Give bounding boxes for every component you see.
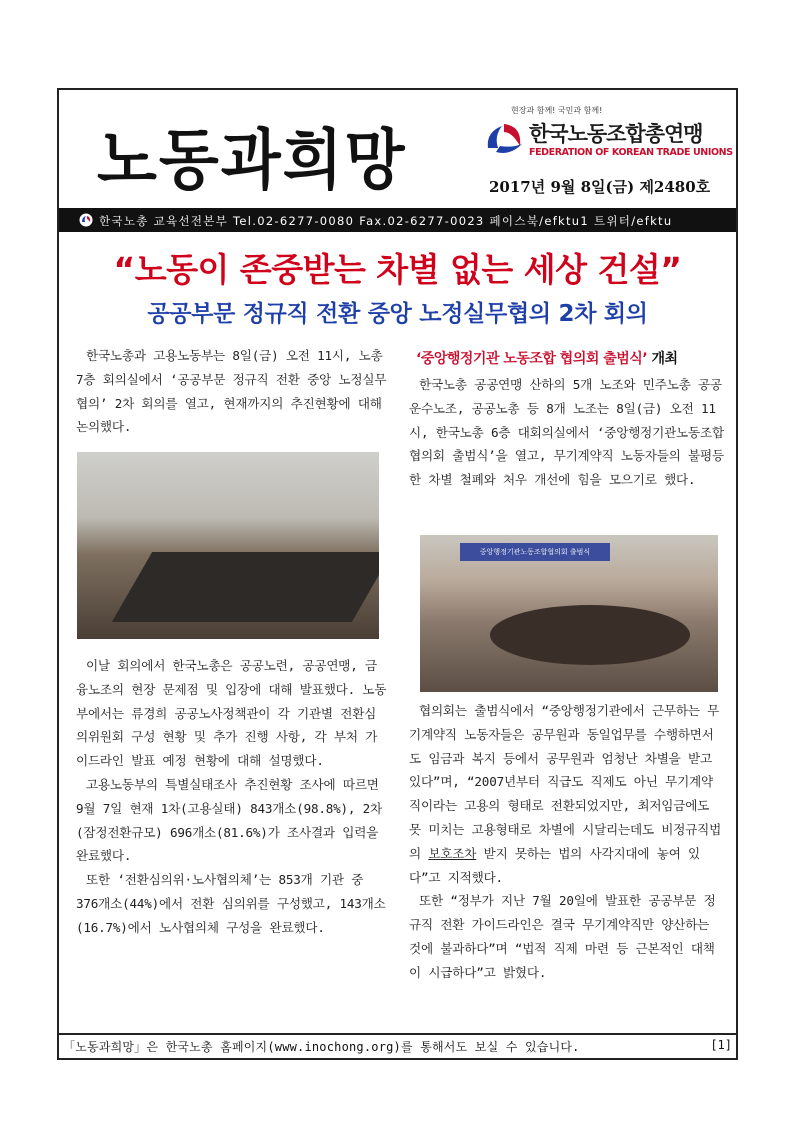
contact-info: 한국노총 교육선전본부 Tel.02-6277-0080 Fax.02-6277-0023 페이스북/efktu1 트위터/efktu	[99, 214, 673, 228]
footer-text: 「노동과희망」은 한국노총 홈페이지(www.inochong.org)를 통해서도 보실 수 있습니다.	[63, 1040, 580, 1054]
underlined-text: 보호조차	[428, 845, 477, 861]
fktu-small-logo-icon	[79, 213, 93, 227]
newsletter-frame	[57, 88, 738, 1060]
paragraph: 한국노총 공공연맹 산하의 5개 노조와 민주노총 공공운수노조, 공공노총 등 8개 노조는 8일(금) 오전 11시, 한국노총 6층 대회의실에서 ‘중앙행정기관노동조합 협의회 출범식’을 열고, 무기계약직 노동자들의 불평등한 차별 철폐와 처우 개선에 힘을 모으기로 했다.	[409, 377, 724, 488]
ceremony-photo	[420, 535, 718, 692]
paragraph: 또한 ‘전환심의위·노사협의체’는 853개 기관 중 376개소(44%)에서 전환 심의위를 구성했고, 143개소(16.7%)에서 노사협의체 구성을 완료했다.	[76, 872, 386, 935]
paragraph-part: 받지 못하는 법의 사각지대에 놓여 있다”고 지적했다.	[409, 845, 701, 885]
side-headline-red: ‘중앙행정기관 노동조합 협의회 출범식’	[416, 351, 648, 367]
paragraph: 고용노동부의 특별실태조사 추진현황 조사에 따르면 9월 7일 현재 1차(고용실태) 843개소(98.8%), 2차(잠정전환규모) 696개소(81.6%)가 조사결과 입력을 완료했다.	[76, 776, 382, 864]
main-headline: “노동이 존중받는 차별 없는 세상 건설”	[113, 250, 682, 289]
paragraph-part: 협의회는 출범식에서 “중앙행정기관에서 근무하는 무기계약직 노동자들은 공무원과 동일업무를 수행하면서도 임금과 복지 등에서 공무원과 엄청난 차별을 받고 있다”며, “2007년부터 직급도 직제도 아닌 무기계약직이라는 고용의 형태로 전환되었지만, 최저임금에도 못 미치는 고용형태로 차별에 시달리는데도 비정규직법의	[409, 703, 722, 861]
paragraph: 한국노총과 고용노동부는 8일(금) 오전 11시, 노총 7층 회의실에서 ‘공공부문 정규직 전환 중앙 노정실무협의’ 2차 회의를 열고, 현재까지의 추진현황에 대해 논의했다.	[76, 348, 387, 435]
right-article-intro	[409, 373, 724, 492]
page-number: [1]	[710, 1038, 732, 1052]
meeting-photo	[77, 452, 379, 639]
side-headline	[416, 348, 678, 368]
fktu-logo-icon	[482, 118, 526, 158]
paragraph: 이날 회의에서 한국노총은 공공노련, 공공연맹, 금융노조의 현장 문제점 및 입장에 대해 발표했다. 노동부에서는 류경희 공공노사정책관이 각 기관별 전환심의위원회 구성 현황 및 추가 진행 사항, 각 부처 가이드라인 발표 예정 현황에 대해 설명했다.	[76, 658, 387, 769]
sub-headline: 공공부문 정규직 전환 중앙 노정실무협의 2차 회의	[147, 301, 648, 327]
photo-table-shape	[490, 605, 690, 665]
paragraph: 또한 “정부가 지난 7월 20일에 발표한 공공부문 정규직 전환 가이드라인은 결국 무기계약직만 양산하는 것에 불과하다”며 “법적 직제 마련 등 근본적인 대책이 시급하다”고 밝혔다.	[409, 893, 716, 980]
contact-bar	[59, 208, 736, 232]
paragraph	[409, 699, 724, 889]
footer	[57, 1033, 738, 1055]
photo-table-shape	[112, 552, 379, 622]
left-article-body	[76, 654, 388, 940]
org-name-en: FEDERATION OF KOREAN TRADE UNIONS	[529, 147, 733, 158]
left-article-intro	[76, 344, 388, 439]
newsletter-title: 노동과희망	[97, 121, 407, 199]
photo-banner: 중앙행정기관노동조합협의회 출범식	[460, 543, 610, 561]
masthead	[59, 90, 736, 207]
slogan: 현장과 함께! 국민과 함께!	[511, 106, 603, 115]
issue-date: 2017년 9월 8일(금) 제2480호	[489, 178, 711, 196]
org-name-kr: 한국노동조합총연맹	[529, 122, 703, 146]
side-headline-black: 개최	[647, 351, 678, 367]
right-article-body	[409, 699, 724, 985]
